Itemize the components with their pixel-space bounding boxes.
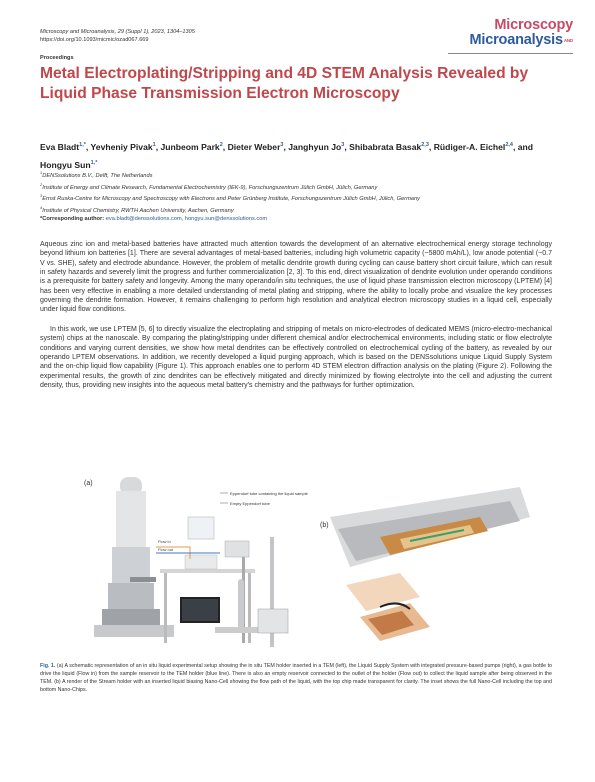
callout-eppendorf-filled: Eppendorf tube containing the liquid sample: [230, 491, 308, 496]
flow-in-label: Flow in: [158, 539, 171, 544]
author-affiliation-mark: 1,*: [79, 142, 86, 148]
tem-illustration: [94, 477, 174, 637]
callout-eppendorf-empty: Empty Eppendorf tube: [230, 501, 270, 506]
flow-out-label: Flow out: [158, 547, 174, 552]
author-name: Yevheniy Pivak$^1$: [90, 141, 156, 152]
author-name: Hongyu Sun$^{1,*}$: [40, 159, 98, 170]
author-name: Eva Bladt$^{1,*}$: [40, 141, 86, 152]
author-affiliation-mark: 1: [152, 142, 156, 148]
caption-label: Fig. 1.: [40, 663, 56, 669]
affiliation-line: $^4$Institute of Physical Chemistry, RWTH Aachen University, Aachen, Germany: [40, 204, 234, 214]
email-link[interactable]: eva.bladt@denssolutions.com, hongyu.sun@denssolutions.com: [105, 216, 268, 223]
author-name: Dieter Weber$^3$: [227, 141, 284, 152]
author-name: Junbeom Park$^2$: [160, 141, 223, 152]
body-paragraph-1: Aqueous zinc ion and metal-based batteries have attracted much attention towards the development of an alternative electrochemical energy storage technology beyond lithium ion batteries [1]. There are several advantages of metal-based batteries, including high volumetric capacity (~5800 mAh/L), low anode potential (~0.7 V vs. SHE), safety and electrode abundance. However, the problem of metallic dendrite growth during cycling can cause battery short circuit failure, which can result in safety hazards and severely limit the progress and further commercialization [2, 3]. To this end, direct visualization of dendrite evolution under operando conditions is a prerequisite for battery safety and longevity. Among the many operando/in situ techniques, the use of liquid phase transmission electron microscopy (LPTEM) [4] has been very effective in enabling a more detailed understanding of metal plating and stripping, where the ability to locally probe and visualize the key processes governing the dendrite formation. However, it remains challenging to perform high resolution and analytical electron microscopy studies in a liquid cell, especially under liquid flow conditions.: [40, 241, 552, 314]
author-affiliation-mark: 2,3: [421, 142, 429, 148]
author-affiliation-mark: 2,4: [505, 142, 513, 148]
logo-line2: MicroanalysisAND: [469, 32, 573, 48]
affiliations: [40, 169, 560, 224]
author-affiliation-mark: 3: [280, 142, 284, 148]
corresponding-author: *Corresponding author: eva.bladt@denssolutions.com, hongyu.sun@denssolutions.com: [40, 216, 268, 223]
caption-text: (a) A schematic representation of an in situ liquid experimental setup showing the in situ TEM holder inserted in a TEM (left), the Liquid Supply System with integrated pressure-based pumps (right), a gas bottle to drive the liquid (Flow in) from the sample reservoir to the TEM holder (blue line). There is also an empty reservoir connected to the outlet of the holder (Flow out) to collect the liquid sample after being observed in the TEM. (b) A render of the Stream holder with an inserted liquid biasing Nano-Cell showing the flow path of the liquid, with the top chip made transparent for clarity. The inset shows the full Nano-Cell including the top and bottom Nano-Chips.: [40, 663, 552, 693]
author-affiliation-mark: 2: [219, 142, 223, 148]
doi-link[interactable]: https://doi.org/10.1093/micmic/ozad067.669: [40, 37, 149, 43]
author-affiliation-mark: 1,*: [90, 159, 98, 166]
figure-label-b: (b): [320, 522, 329, 529]
nano-cell-inset: [346, 573, 430, 641]
figure-1: [80, 477, 530, 657]
affiliation-line: $^3$Ernst Ruska-Centre for Microscopy and Spectroscopy with Electrons and Peter Grünberg Institute, Forschungszentrum Jülich GmbH, Jülich, Germany: [40, 193, 420, 203]
journal-citation: Microscopy and Microanalysis, 29 (Suppl 1), 2023, 1304–1305: [40, 29, 195, 35]
section-label: Proceedings: [40, 55, 74, 61]
paper-title: Metal Electroplating/Stripping and 4D STEM Analysis Revealed by Liquid Phase Transmission Electron Microscopy: [40, 65, 529, 102]
figure-label-a: (a): [84, 480, 93, 487]
affiliation-line: $^1$DENSsolutions B.V., Delft, The Netherlands: [40, 170, 153, 179]
author-affiliation-mark: 3: [341, 142, 345, 148]
author-name: Janghyun Jo$^3$: [288, 141, 345, 152]
logo-line1: Microscopy: [494, 17, 573, 33]
holder-render: [330, 487, 530, 567]
affiliation-line: $^2$Institute of Energy and Climate Research, Fundamental Electrochemistry (IEK-9), Forschungszentrum Jülich GmbH, Jülich, Germany: [40, 181, 378, 191]
author-name: Rüdiger-A. Eichel$^{2,4}$: [433, 141, 513, 152]
logo-divider: [448, 53, 573, 54]
author-name: Shibabrata Basak$^{2,3}$: [349, 141, 429, 152]
figure-caption: [40, 662, 552, 694]
author-list: Eva Bladt$^{1,*}$, Yevheniy Pivak$^1$, Junbeom Park$^2$, Dieter Weber$^3$, Janghyun Jo$^3$, Shibabrata Basak$^{2,3}$, Rüdiger-A. Eichel$^{2,4}$, and Hongyu Sun$^{1,*}$: [40, 141, 534, 170]
journal-logo: [470, 18, 573, 48]
body-paragraph-2: In this work, we use LPTEM [5, 6] to directly visualize the electroplating and stripping of metals on micro-electrodes of dedicated MEMS (micro-electro-mechanical system) chips at the nanoscale. By comparing the plating/stripping under different chemical and/or electrochemical environments, including static or flow electrolyte conditions and varying current densities, we show how metal dendrites can be effectively controlled on electrochemical cycling of the battery, as revealed by our operando LPTEM observations. In addition, we recently developed a liquid purging approach, which is based on the DENSsolutions unique Liquid Supply System and the on-chip liquid flow capability (Figure 1). This approach enables one to perform 4D STEM electron diffraction analysis on the plating (Figure 2). Following the experimental results, the growth of zinc dendrites can be effectively mitigated and directly minimized by flowing electrolyte into the cell and adjusting the current density, thus, providing new insights into the aqueous metal battery's chemistry and the pathways for further optimization.: [40, 326, 552, 390]
logo-and: AND: [563, 38, 573, 43]
